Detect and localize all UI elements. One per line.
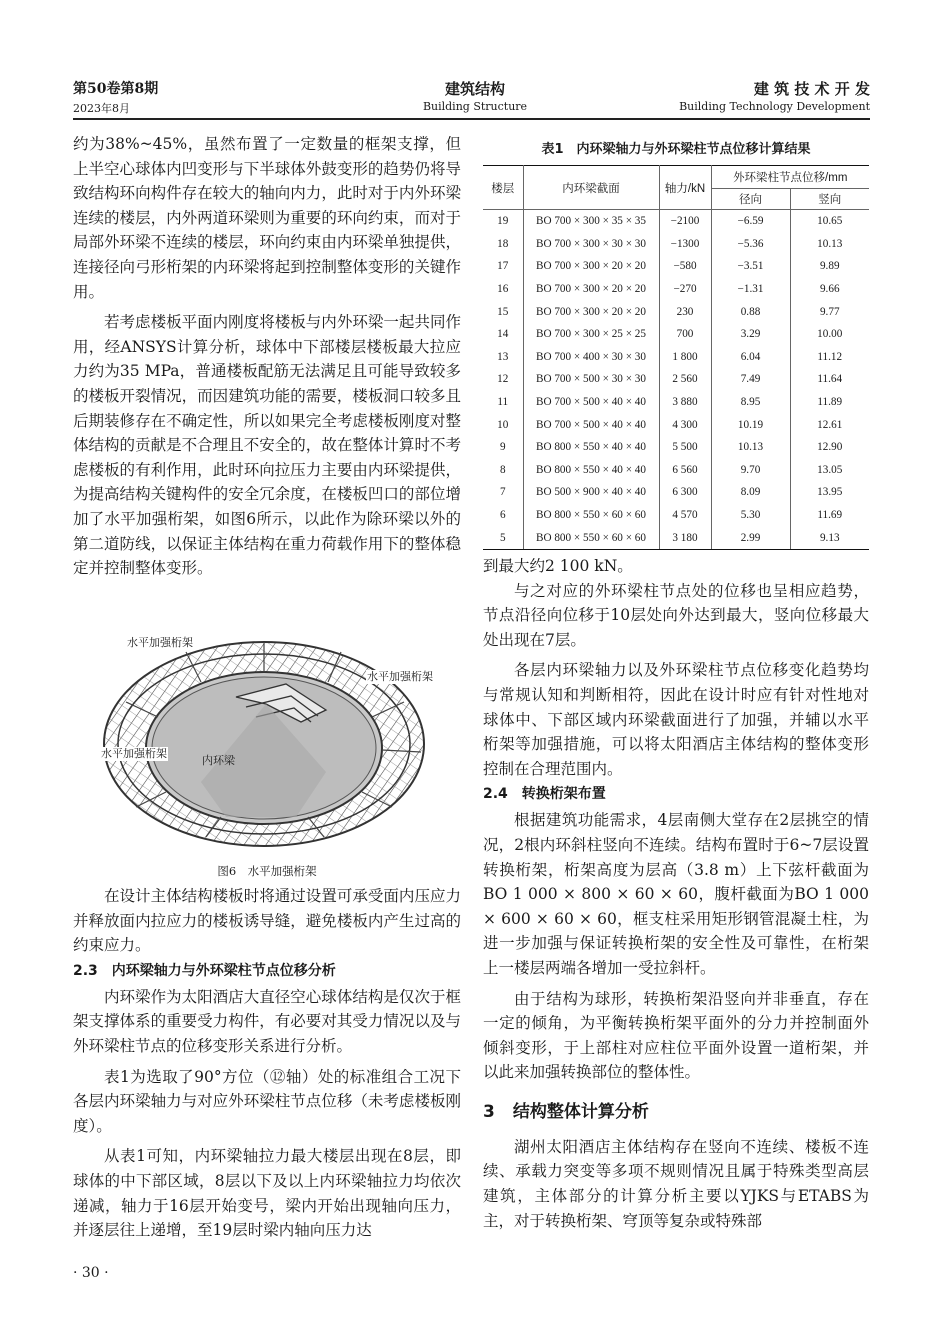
cell-vertical: 10.00 xyxy=(817,328,843,341)
cell-floor: 12 xyxy=(483,368,523,391)
cell-floor: 10 xyxy=(483,413,523,436)
header-rule xyxy=(73,118,870,120)
figure-6 xyxy=(96,632,436,857)
table-row xyxy=(483,233,869,256)
paragraph: 到最大约2 100 kN。 xyxy=(483,557,633,575)
journal-title-en: Building Structure xyxy=(422,100,528,113)
header-radial: 径向 xyxy=(711,189,790,210)
cell-force: 5 500 xyxy=(659,436,711,459)
cell-force: 2 560 xyxy=(659,368,711,391)
cell-floor: 6 xyxy=(483,504,523,527)
cell-section: BO 700 × 300 × 20 × 20 xyxy=(523,300,659,323)
cell-floor: 14 xyxy=(483,323,523,346)
cell-radial: 3.29 xyxy=(711,323,790,346)
section-heading xyxy=(483,1099,869,1125)
cell-section: BO 700 × 500 × 30 × 30 xyxy=(523,368,659,391)
journal-volume: 第50卷第8期 xyxy=(73,81,159,97)
section-heading: 2.3 内环梁轴力与外环梁柱节点位移分析 xyxy=(73,962,336,979)
table-row xyxy=(483,278,869,301)
cell-radial: −6.59 xyxy=(711,210,790,233)
cell-section: BO 800 × 550 × 40 × 40 xyxy=(523,436,659,459)
cell-section: BO 700 × 500 × 40 × 40 xyxy=(523,413,659,436)
table-row xyxy=(483,255,869,278)
cell-force: 4 300 xyxy=(659,413,711,436)
cell-force: 1 800 xyxy=(659,346,711,369)
cell-section: BO 700 × 500 × 40 × 40 xyxy=(523,391,659,414)
section-number: 3 xyxy=(483,1101,495,1122)
label-horizontal-truss: 水平加强桁架 xyxy=(101,747,167,760)
cell-floor: 16 xyxy=(483,278,523,301)
cell-vertical: 11.64 xyxy=(817,373,843,386)
cell-vertical: 9.89 xyxy=(819,260,840,273)
paragraph: 与之对应的外环梁柱节点处的位移也呈相应趋势，节点沿径向位移于10层处向外达到最大，竖向位移最大处出现在7层。 xyxy=(483,581,869,649)
section-title-en: Building Technology Development xyxy=(679,100,870,113)
cell-vertical: 13.05 xyxy=(817,463,843,476)
cell-floor: 13 xyxy=(483,346,523,369)
cell-vertical: 13.95 xyxy=(817,486,843,499)
cell-radial: 8.95 xyxy=(711,391,790,414)
label-horizontal-truss: 水平加强桁架 xyxy=(127,636,193,649)
cell-floor: 5 xyxy=(483,526,523,549)
cell-radial: −1.31 xyxy=(711,278,790,301)
cell-vertical: 9.77 xyxy=(819,305,840,318)
cell-vertical: 9.66 xyxy=(819,283,840,296)
cell-section: BO 800 × 550 × 60 × 60 xyxy=(523,504,659,527)
cell-vertical: 10.65 xyxy=(817,215,843,228)
cell-radial: −5.36 xyxy=(711,233,790,256)
cell-radial: 10.13 xyxy=(711,436,790,459)
cell-force: 3 180 xyxy=(659,526,711,549)
journal-date: 2023年8月 xyxy=(73,102,130,115)
cell-radial: 9.70 xyxy=(711,459,790,482)
header-section: 内环梁截面 xyxy=(523,166,659,210)
journal-title: 建筑结构 xyxy=(444,80,505,98)
cell-floor: 18 xyxy=(483,233,523,256)
table-row xyxy=(483,413,869,436)
cell-vertical: 12.90 xyxy=(817,441,843,454)
cell-vertical: 11.12 xyxy=(817,350,843,363)
paragraph: 从表1可知，内环梁轴拉力最大楼层出现在8层，即球体的中下部区域，8层以下及以上内环梁轴拉力均依次递减，轴力于16层开始变号，梁内开始出现轴向压力，并逐层往上递增，至19层时梁内轴向压力达 xyxy=(73,1147,461,1240)
cell-vertical: 12.61 xyxy=(817,418,843,431)
cell-floor: 7 xyxy=(483,481,523,504)
table-row xyxy=(483,300,869,323)
cell-force: −580 xyxy=(659,255,711,278)
cell-radial: 5.30 xyxy=(711,504,790,527)
cell-force: 230 xyxy=(659,300,711,323)
cell-floor: 17 xyxy=(483,255,523,278)
cell-section: BO 800 × 550 × 60 × 60 xyxy=(523,526,659,549)
cell-radial: 0.88 xyxy=(711,300,790,323)
right-column xyxy=(483,554,869,1233)
cell-section: BO 700 × 300 × 20 × 20 xyxy=(523,278,659,301)
left-column-top xyxy=(73,132,461,581)
truss-diagram xyxy=(96,632,436,857)
cell-radial: 7.49 xyxy=(711,368,790,391)
cell-force: 6 300 xyxy=(659,481,711,504)
label-horizontal-truss: 水平加强桁架 xyxy=(367,670,433,683)
figure-caption: 图6 水平加强桁架 xyxy=(217,864,317,878)
paragraph: 若考虑楼板平面内刚度将楼板与内外环梁一起共同作用，经ANSYS计算分析，球体中下部楼层楼板最大拉应力约为35 MPa，普通楼板配筋无法满足且可能导致较多的楼板开裂情况，而因建筑功能的需要，楼板洞口较多且后期装修存在不确定性，所以如果完全考虑楼板刚度对整体结构的贡献是不合理且不安全的，故在整体计算时不考虑楼板的有利作用，此时环向拉压力主要由内环梁提供，为提高结构关键构件的安全冗余度，在楼板凹口的部位增加了水平加强桁架，如图6所示，以此作为除环梁以外的第二道防线，以保证主体结构在重力荷载作用下的整体稳定并控制整体变形。 xyxy=(73,313,461,578)
paragraph: 由于结构为球形，转换桁架沿竖向并非垂直，存在一定的倾角，为平衡转换桁架平面外的分力并控制面外倾斜变形，于上部柱对应柱位平面外设置一道桁架，并以此来加强转换部位的整体性。 xyxy=(483,989,869,1082)
table-title: 表1 内环梁轴力与外环梁柱节点位移计算结果 xyxy=(541,142,811,157)
cell-floor: 9 xyxy=(483,436,523,459)
cell-force: 4 570 xyxy=(659,504,711,527)
paragraph: 在设计主体结构楼板时将通过设置可承受面内压应力并释放面内拉应力的楼板诱导缝，避免楼板内产生过高的约束应力。 xyxy=(73,887,461,955)
header-floor: 楼层 xyxy=(483,166,523,210)
cell-section: BO 700 × 400 × 30 × 30 xyxy=(523,346,659,369)
table-row xyxy=(483,346,869,369)
cell-floor: 8 xyxy=(483,459,523,482)
table-row xyxy=(483,526,869,549)
cell-force: −270 xyxy=(659,278,711,301)
cell-floor: 19 xyxy=(483,210,523,233)
cell-force: 3 880 xyxy=(659,391,711,414)
cell-force: 6 560 xyxy=(659,459,711,482)
table-row xyxy=(483,481,869,504)
cell-force: −2100 xyxy=(659,210,711,233)
paragraph: 根据建筑功能需求，4层南侧大堂存在2层挑空的情况，2根内环斜柱竖向不连续。结构布置时于6~7层设置转换桁架，桁架高度为层高（3.8 m）上下弦杆截面为BO 1 000 × 800 × 60 × 60，腹杆截面为BO 1 000 × 600 × 60 × 60，框支柱采用矩形钢管混凝土柱，为进一步加强与保证转换桁架的安全性及可靠性，在桁架上一楼层两端各增加一受拉斜杆。 xyxy=(483,811,869,977)
cell-radial: 8.09 xyxy=(711,481,790,504)
table-row xyxy=(483,459,869,482)
section-title: 结构整体计算分析 xyxy=(512,1101,649,1122)
table-row xyxy=(483,504,869,527)
page-number: · 30 · xyxy=(73,1265,109,1281)
cell-section: BO 500 × 900 × 40 × 40 xyxy=(523,481,659,504)
cell-vertical: 10.13 xyxy=(817,237,843,250)
cell-section: BO 800 × 550 × 40 × 40 xyxy=(523,459,659,482)
paragraph: 表1为选取了90°方位（⑫轴）处的标准组合工况下各层内环梁轴力与对应外环梁柱节点位移（未考虑楼板刚度）。 xyxy=(73,1067,461,1135)
table-row xyxy=(483,368,869,391)
table-row xyxy=(483,391,869,414)
cell-vertical: 11.69 xyxy=(817,509,843,522)
cell-section: BO 700 × 300 × 30 × 30 xyxy=(523,233,659,256)
cell-floor: 11 xyxy=(483,391,523,414)
header-vertical: 竖向 xyxy=(790,189,869,210)
cell-vertical: 11.89 xyxy=(817,396,843,409)
left-column-bottom xyxy=(73,884,461,1243)
cell-vertical: 9.13 xyxy=(790,526,869,549)
table-row xyxy=(483,436,869,459)
cell-radial: 2.99 xyxy=(711,526,790,549)
table-1 xyxy=(483,165,869,550)
paragraph: 约为38%~45%，虽然布置了一定数量的框架支撑，但上半空心球体内凹变形与下半球体外鼓变形的趋势仍将导致结构环向构件存在较大的轴向内力，此时对于内外环梁连续的楼层，内外两道环梁则为重要的环向约束，而对于局部外环梁不连续的楼层，环向约束由内环梁单独提供，连接径向弓形桁架的内环梁将起到控制整体变形的关键作用。 xyxy=(73,135,461,301)
cell-force: −1300 xyxy=(659,233,711,256)
cell-section: BO 700 × 300 × 35 × 35 xyxy=(523,210,659,233)
cell-radial: −3.51 xyxy=(711,255,790,278)
label-inner-ring-beam: 内环梁 xyxy=(202,754,235,767)
table-row xyxy=(483,323,869,346)
paragraph: 各层内环梁轴力以及外环梁柱节点位移变化趋势均与常规认知和判断相符，因此在设计时应有针对性地对球体中、下部区域内环梁截面进行了加强，并辅以水平桁架等加强措施，可以将太阳酒店主体结构的整体变形控制在合理范围内。 xyxy=(483,661,869,778)
cell-radial: 6.04 xyxy=(711,346,790,369)
table-row xyxy=(483,210,869,233)
cell-section: BO 700 × 300 × 25 × 25 xyxy=(523,323,659,346)
section-title: 建 筑 技 术 开 发 xyxy=(753,80,870,98)
section-heading: 2.4 转换桁架布置 xyxy=(483,786,606,803)
cell-force: 700 xyxy=(659,323,711,346)
header-displacement: 外环梁柱节点位移/mm xyxy=(711,166,869,189)
paragraph: 湖州太阳酒店主体结构存在竖向不连续、楼板不连续、承载力突变等多项不规则情况且属于特殊类型高层建筑，主体部分的计算分析主要以YJKS与ETABS为主，对于转换桁架、穹顶等复杂或特殊部 xyxy=(483,1137,869,1230)
paragraph: 内环梁作为太阳酒店大直径空心球体结构是仅次于框架支撑体系的重要受力构件，有必要对其受力情况以及与外环梁柱节点的位移变形关系进行分析。 xyxy=(73,987,461,1055)
header-force: 轴力/kN xyxy=(659,166,711,210)
cell-section: BO 700 × 300 × 20 × 20 xyxy=(523,255,659,278)
cell-radial: 10.19 xyxy=(711,413,790,436)
cell-floor: 15 xyxy=(483,300,523,323)
